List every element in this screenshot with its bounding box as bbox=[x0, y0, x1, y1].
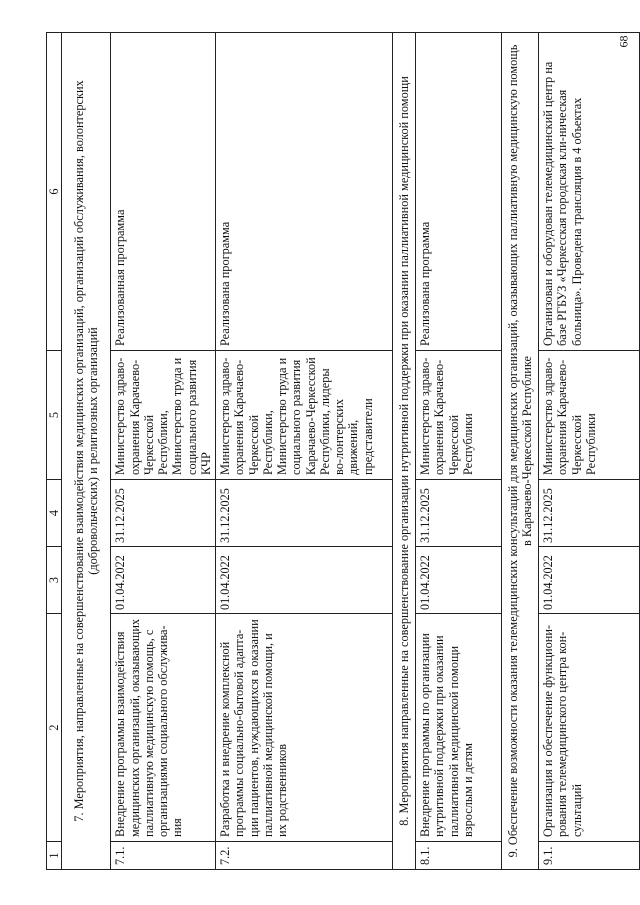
section-header bbox=[393, 33, 416, 870]
table-row bbox=[111, 33, 216, 870]
row-number: 8.1. bbox=[416, 842, 502, 870]
result-cell: Реализована программа bbox=[416, 33, 502, 351]
column-number: 1 bbox=[47, 842, 62, 870]
section-header bbox=[502, 33, 539, 870]
section-title: 7. Мероприятия, направленные на совершенствование взаимодействия медицинских организаций, организаций обслуживания, волонтерских (добровольческих) и религиозных организаций bbox=[62, 33, 111, 870]
activity-cell: Внедрение программы по организации нутритивной поддержки при оказании паллиативной медицинской помощи взрослым и детям bbox=[416, 614, 502, 842]
row-number: 7.1. bbox=[111, 842, 216, 870]
end-date-cell: 31.12.2025 bbox=[111, 480, 216, 547]
column-number: 3 bbox=[47, 547, 62, 614]
row-number: 7.2. bbox=[216, 842, 393, 870]
end-date-cell: 31.12.2025 bbox=[416, 480, 502, 547]
table-row bbox=[216, 33, 393, 870]
table-row bbox=[416, 33, 502, 870]
column-number-header bbox=[47, 33, 62, 870]
start-date-cell: 01.04.2022 bbox=[111, 547, 216, 614]
row-number: 9.1. bbox=[539, 842, 640, 870]
result-cell: Реализована программа bbox=[216, 33, 393, 351]
page-number: 68 bbox=[616, 35, 631, 48]
column-number: 5 bbox=[47, 351, 62, 480]
start-date-cell: 01.04.2022 bbox=[216, 547, 393, 614]
activity-cell: Разработка и внедрение комплексной программы социально-бытовой адапта-ции пациентов, нуждающихся в оказании паллиативной медицинской помощи, и их родственников bbox=[216, 614, 393, 842]
section-title: 8. Мероприятия направленные на совершенствование организации нутритивной поддержки при оказании паллиативной медицинской помощи bbox=[393, 33, 416, 870]
end-date-cell: 31.12.2025 bbox=[216, 480, 393, 547]
table-row bbox=[539, 33, 640, 870]
responsible-cell: Министерство здраво-охранения Карачаево-Черкесской Республики, Министерство труда и социального развития Карачаево-Черкесской Республики, лидеры во-лонтерских движений, представители bbox=[216, 351, 393, 480]
plan-table-container bbox=[46, 32, 606, 870]
column-number: 4 bbox=[47, 480, 62, 547]
responsible-cell: Министерство здраво-охранения Карачаево-Черкесской Республики, Министерство труда и социального развития КЧР bbox=[111, 351, 216, 480]
result-cell: Организован и оборудован телемедицинский центр на базе РГБУЗ «Черкесская городская кли-ническая больница». Проведена трансляция в 4 объектах bbox=[539, 33, 640, 351]
responsible-cell: Министерство здраво-охранения Карачаево-Черкесской Республики bbox=[416, 351, 502, 480]
section-title: 9. Обеспечение возможности оказания телемедицинских консультаций для медицинских организаций, оказывающих паллиативную медицинскую помощь в Карачаево-Черкесской Республике bbox=[502, 33, 539, 870]
end-date-cell: 31.12.2025 bbox=[539, 480, 640, 547]
column-number: 6 bbox=[47, 33, 62, 351]
section-header bbox=[62, 33, 111, 870]
plan-table bbox=[46, 32, 640, 870]
result-cell: Реализованная программа bbox=[111, 33, 216, 351]
activity-cell: Внедрение программы взаимодействия медицинских организаций, оказывающих паллиативную медицинскую помощь, с организациями социального обслужива-ния bbox=[111, 614, 216, 842]
responsible-cell: Министерство здраво-охранения Карачаево-Черкесской Республики bbox=[539, 351, 640, 480]
column-number: 2 bbox=[47, 614, 62, 842]
start-date-cell: 01.04.2022 bbox=[416, 547, 502, 614]
start-date-cell: 01.04.2022 bbox=[539, 547, 640, 614]
activity-cell: Организация и обеспечение функциони-рования телемедицинского центра кон-сультаций bbox=[539, 614, 640, 842]
